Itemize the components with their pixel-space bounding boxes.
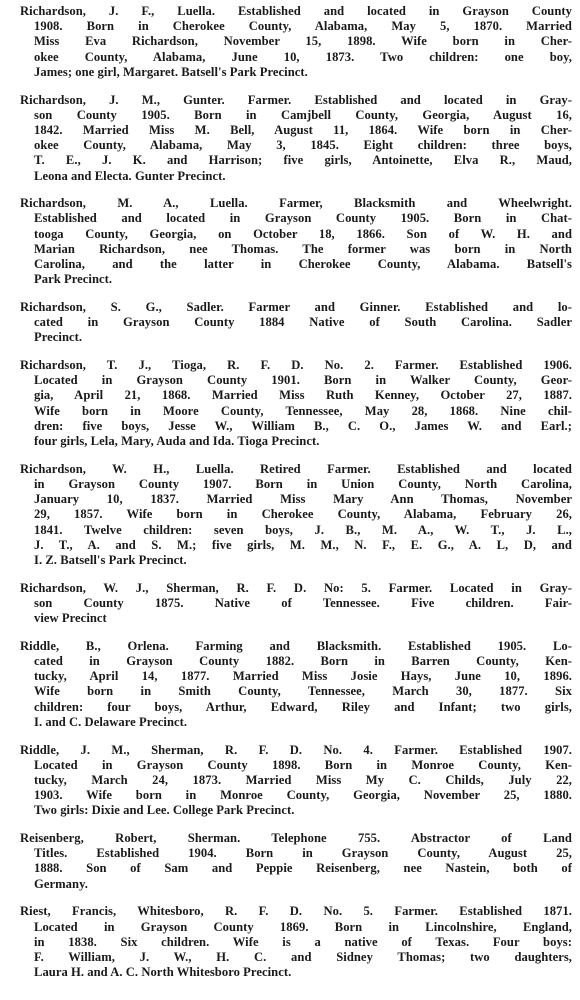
entry-line: Richardson, S. G., Sadler. Farmer and Ginner. Established and lo- xyxy=(20,299,572,314)
entry-line: January 10, 1837. Married Miss Mary Ann Thomas, November xyxy=(34,492,572,507)
directory-entry xyxy=(20,196,572,287)
entry-line: Located in Grayson County 1869. Born in Lincolnshire, England, xyxy=(34,919,572,934)
entry-line: Wife born in Smith County, Tennessee, March 30, 1877. Six xyxy=(34,684,572,699)
directory-entry xyxy=(20,639,572,730)
directory-entry xyxy=(20,93,572,184)
directory-entry xyxy=(20,358,572,449)
entry-line: Richardson, M. A., Luella. Farmer, Blacksmith and Wheelwright. xyxy=(20,196,572,211)
entry-line: Laura H. and A. C. North Whitesboro Precinct. xyxy=(34,965,292,980)
entry-line: 29, 1857. Wife born in Cherokee County, Alabama, February 26, xyxy=(34,507,572,522)
entry-line: Miss Eva Richardson, November 15, 1898. Wife born in Cher- xyxy=(34,34,572,49)
entry-line: tucky, April 14, 1877. Married Miss Josie Hays, June 10, 1896. xyxy=(34,669,572,684)
directory-entry xyxy=(20,462,572,568)
entry-line: T. E., J. K. and Harrison; five girls, Antoinette, Elva R., Maud, xyxy=(34,153,572,168)
directory-entry xyxy=(20,831,572,892)
entry-line: Located in Grayson County 1898. Born in Monroe County, Ken- xyxy=(34,757,572,772)
entry-line: okee County, Alabama, May 3, 1845. Eight children: three boys, xyxy=(34,138,572,153)
entry-line: Riddle, B., Orlena. Farming and Blacksmith. Established 1905. Lo- xyxy=(20,638,572,653)
entry-line: in 1838. Six children. Wife is a native of Texas. Four boys: xyxy=(34,934,572,949)
entry-line: Richardson, T. J., Tioga, R. F. D. No. 2. Farmer. Established 1906. xyxy=(20,358,572,373)
entry-line: cated in Grayson County 1882. Born in Barren County, Ken- xyxy=(34,654,572,669)
entry-line: I. Z. Batsell's Park Precinct. xyxy=(34,553,187,567)
entry-line: 1903. Wife born in Monroe County, Georgia, November 25, 1880. xyxy=(34,788,572,803)
entry-line: son County 1905. Born in Camjbell County, Georgia, August 16, xyxy=(34,107,572,122)
directory-entry xyxy=(20,904,572,980)
directory-entry xyxy=(20,581,572,627)
entry-line: Leona and Electa. Gunter Precinct. xyxy=(34,168,226,183)
entry-line: Titles. Established 1904. Born in Grayson County, August 25, xyxy=(34,846,572,861)
entry-line: Reisenberg, Robert, Sherman. Telephone 755. Abstractor of Land xyxy=(20,831,572,846)
entry-line: gia, April 21, 1868. Married Miss Ruth Kenney, October 27, 1887. xyxy=(34,388,572,403)
entry-line: Two girls: Dixie and Lee. College Park Precinct. xyxy=(34,803,295,818)
entry-line: Riddle, J. M., Sherman, R. F. D. No. 4. Farmer. Established 1907. xyxy=(20,742,572,757)
entry-line: cated in Grayson County 1884 Native of South Carolina. Sadler xyxy=(34,315,572,330)
entry-line: son County 1875. Native of Tennessee. Five children. Fair- xyxy=(34,595,572,610)
entry-line: 1841. Twelve children: seven boys, J. B., M. A., W. T., J. L., xyxy=(34,522,572,537)
directory-entry xyxy=(20,300,572,346)
directory-entry xyxy=(20,743,572,819)
entry-line: Marian Richardson, nee Thomas. The former was born in North xyxy=(34,241,572,256)
entry-line: James; one girl, Margaret. Batsell's Park Precinct. xyxy=(34,64,308,79)
entry-line: tooga County, Georgia, on October 18, 1866. Son of W. H. and xyxy=(34,226,572,241)
entry-line: Richardson, J. M., Gunter. Farmer. Established and located in Gray- xyxy=(20,92,572,107)
directory-entry xyxy=(20,4,572,80)
entry-line: dren: five boys, Jesse W., William B., C. O., James W. and Earl.; xyxy=(34,418,572,433)
entry-line: I. and C. Delaware Precinct. xyxy=(34,714,188,729)
entry-line: Carolina, and the latter in Cherokee County, Alabama. Batsell's xyxy=(34,257,572,272)
entry-line: Located in Grayson County 1901. Born in Walker County, Geor- xyxy=(34,373,572,388)
entry-line: tucky, March 24, 1873. Married Miss My C. Childs, July 22, xyxy=(34,772,572,787)
entry-line: Richardson, W. H., Luella. Retired Farmer. Established and located xyxy=(20,461,572,476)
entry-line: in Grayson County 1907. Born in Union County, North Carolina, xyxy=(34,476,572,491)
entry-line: Established and located in Grayson County 1905. Born in Chat- xyxy=(34,211,572,226)
entry-line: Germany. xyxy=(34,876,88,891)
entry-line: Riest, Francis, Whitesboro, R. F. D. No. 5. Farmer. Established 1871. xyxy=(20,904,572,919)
entry-line: 1908. Born in Cherokee County, Alabama, May 5, 1870. Married xyxy=(34,19,572,34)
entry-line: Precinct. xyxy=(34,330,83,345)
entry-line: J. T., A. and S. M.; five girls, M. M., N. F., E. G., A. L, D, and xyxy=(34,537,572,552)
entry-line: children: four boys, Arthur, Edward, Riley and Infant; two girls, xyxy=(34,699,572,714)
entry-line: F. William, J. W., H. C. and Sidney Thomas; two daughters, xyxy=(34,949,572,964)
entry-line: 1888. Son of Sam and Peppie Reisenberg, nee Nastein, both of xyxy=(34,861,572,876)
entry-line: Richardson, W. J., Sherman, R. F. D. No: 5. Farmer. Located in Gray- xyxy=(20,580,572,595)
entry-line: Park Precinct. xyxy=(34,272,113,287)
entry-line: Richardson, J. F., Luella. Established and located in Grayson County xyxy=(20,4,572,18)
entry-line: 1842. Married Miss M. Bell, August 11, 1864. Wife born in Cher- xyxy=(34,122,572,137)
entry-line: okee County, Alabama, June 10, 1873. Two children: one boy, xyxy=(34,49,572,64)
entry-line: Wife born in Moore County, Tennessee, May 28, 1868. Nine chil- xyxy=(34,403,572,418)
entry-line: view Precinct xyxy=(34,611,107,626)
entry-line: four girls, Lela, Mary, Auda and Ida. Tioga Precinct. xyxy=(34,434,320,449)
